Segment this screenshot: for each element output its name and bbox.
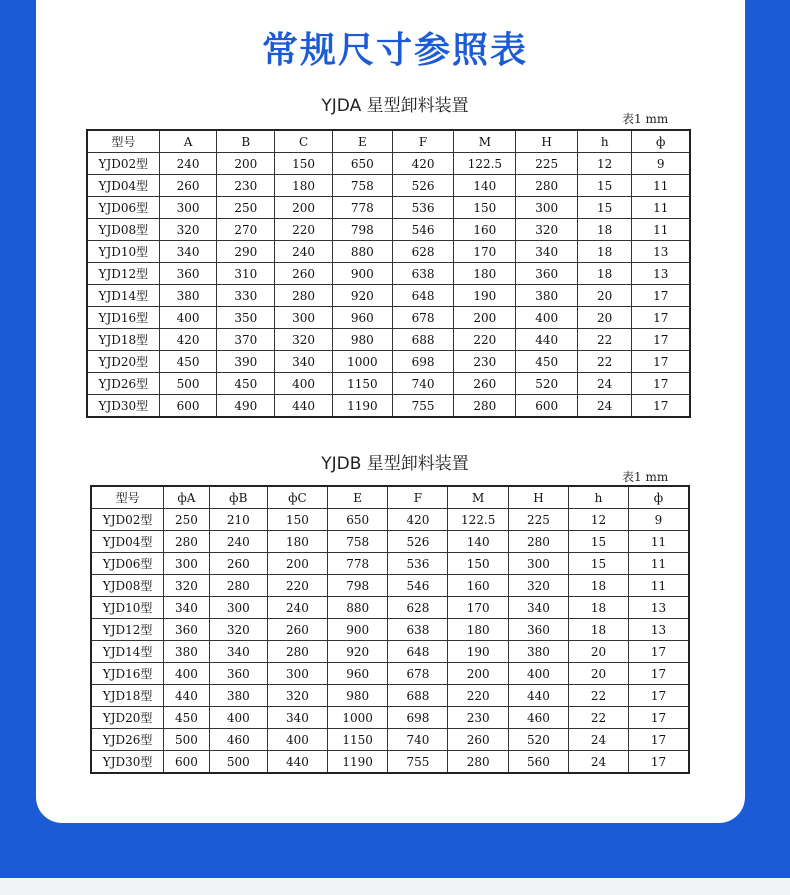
value-cell: 600: [516, 395, 578, 418]
value-cell: 360: [164, 619, 209, 641]
value-cell: 17: [632, 373, 690, 395]
value-cell: 220: [267, 575, 327, 597]
value-cell: 960: [332, 307, 392, 329]
value-cell: 380: [508, 641, 568, 663]
column-header: F: [388, 486, 448, 509]
column-header: h: [569, 486, 629, 509]
value-cell: 270: [217, 219, 275, 241]
table-row: [91, 641, 689, 663]
value-cell: 260: [275, 263, 333, 285]
value-cell: 390: [217, 351, 275, 373]
value-cell: 240: [159, 153, 217, 175]
model-cell: YJD06型: [87, 197, 159, 219]
model-cell: YJD16型: [87, 307, 159, 329]
value-cell: 225: [516, 153, 578, 175]
value-cell: 758: [328, 531, 388, 553]
value-cell: 240: [209, 531, 267, 553]
model-cell: YJD12型: [87, 263, 159, 285]
table-row: [87, 197, 690, 219]
value-cell: 17: [628, 751, 689, 774]
table-row: [87, 395, 690, 418]
value-cell: 740: [392, 373, 454, 395]
value-cell: 320: [516, 219, 578, 241]
value-cell: 360: [516, 263, 578, 285]
value-cell: 17: [628, 707, 689, 729]
value-cell: 300: [516, 197, 578, 219]
value-cell: 380: [209, 685, 267, 707]
value-cell: 190: [448, 641, 508, 663]
column-header: B: [217, 130, 275, 153]
value-cell: 240: [267, 597, 327, 619]
value-cell: 15: [569, 553, 629, 575]
value-cell: 638: [388, 619, 448, 641]
value-cell: 17: [632, 351, 690, 373]
value-cell: 400: [209, 707, 267, 729]
value-cell: 960: [328, 663, 388, 685]
value-cell: 9: [632, 153, 690, 175]
value-cell: 13: [628, 597, 689, 619]
value-cell: 230: [217, 175, 275, 197]
table-row: [87, 175, 690, 197]
value-cell: 310: [217, 263, 275, 285]
value-cell: 15: [569, 531, 629, 553]
model-cell: YJD30型: [87, 395, 159, 418]
model-cell: YJD12型: [91, 619, 164, 641]
value-cell: 260: [454, 373, 516, 395]
value-cell: 24: [577, 395, 632, 418]
value-cell: 350: [217, 307, 275, 329]
value-cell: 24: [569, 729, 629, 751]
value-cell: 280: [164, 531, 209, 553]
value-cell: 920: [328, 641, 388, 663]
value-cell: 17: [628, 641, 689, 663]
value-cell: 140: [448, 531, 508, 553]
value-cell: 698: [388, 707, 448, 729]
value-cell: 24: [577, 373, 632, 395]
value-cell: 300: [275, 307, 333, 329]
value-cell: 460: [508, 707, 568, 729]
table-row: [87, 263, 690, 285]
model-cell: YJD20型: [87, 351, 159, 373]
value-cell: 1150: [328, 729, 388, 751]
value-cell: 648: [392, 285, 454, 307]
table-row: [91, 509, 689, 531]
value-cell: 180: [454, 263, 516, 285]
value-cell: 420: [392, 153, 454, 175]
value-cell: 20: [569, 641, 629, 663]
value-cell: 400: [164, 663, 209, 685]
model-cell: YJD30型: [91, 751, 164, 774]
column-header: h: [577, 130, 632, 153]
value-cell: 18: [577, 263, 632, 285]
column-header: фA: [164, 486, 209, 509]
model-cell: YJD14型: [87, 285, 159, 307]
value-cell: 220: [448, 685, 508, 707]
value-cell: 18: [577, 219, 632, 241]
value-cell: 12: [577, 153, 632, 175]
table-header-row: [91, 486, 689, 509]
value-cell: 250: [217, 197, 275, 219]
value-cell: 22: [569, 707, 629, 729]
value-cell: 450: [159, 351, 217, 373]
table-row: [91, 663, 689, 685]
value-cell: 450: [164, 707, 209, 729]
value-cell: 380: [164, 641, 209, 663]
value-cell: 798: [328, 575, 388, 597]
value-cell: 220: [454, 329, 516, 351]
value-cell: 628: [392, 241, 454, 263]
table-row: [91, 553, 689, 575]
value-cell: 20: [577, 285, 632, 307]
value-cell: 400: [516, 307, 578, 329]
value-cell: 798: [332, 219, 392, 241]
value-cell: 980: [328, 685, 388, 707]
value-cell: 15: [577, 197, 632, 219]
column-header: C: [275, 130, 333, 153]
table-row: [87, 241, 690, 263]
table-body: [87, 153, 690, 418]
table-row: [91, 751, 689, 774]
value-cell: 17: [632, 329, 690, 351]
value-cell: 650: [328, 509, 388, 531]
value-cell: 440: [267, 751, 327, 774]
value-cell: 546: [392, 219, 454, 241]
table-header-row: [87, 130, 690, 153]
value-cell: 180: [267, 531, 327, 553]
value-cell: 400: [508, 663, 568, 685]
value-cell: 500: [159, 373, 217, 395]
value-cell: 11: [628, 553, 689, 575]
value-cell: 698: [392, 351, 454, 373]
value-cell: 160: [448, 575, 508, 597]
value-cell: 340: [159, 241, 217, 263]
value-cell: 420: [159, 329, 217, 351]
value-cell: 200: [217, 153, 275, 175]
value-cell: 900: [328, 619, 388, 641]
value-cell: 122.5: [448, 509, 508, 531]
value-cell: 170: [454, 241, 516, 263]
table-row: [87, 373, 690, 395]
model-cell: YJD06型: [91, 553, 164, 575]
value-cell: 300: [209, 597, 267, 619]
model-cell: YJD02型: [91, 509, 164, 531]
table-row: [87, 219, 690, 241]
value-cell: 500: [209, 751, 267, 774]
value-cell: 17: [632, 395, 690, 418]
value-cell: 440: [275, 395, 333, 418]
value-cell: 18: [569, 619, 629, 641]
value-cell: 280: [275, 285, 333, 307]
value-cell: 678: [392, 307, 454, 329]
value-cell: 360: [508, 619, 568, 641]
value-cell: 755: [388, 751, 448, 774]
value-cell: 688: [392, 329, 454, 351]
value-cell: 340: [275, 351, 333, 373]
value-cell: 11: [632, 175, 690, 197]
value-cell: 688: [388, 685, 448, 707]
value-cell: 320: [159, 219, 217, 241]
value-cell: 1000: [332, 351, 392, 373]
value-cell: 13: [632, 263, 690, 285]
value-cell: 1150: [332, 373, 392, 395]
value-cell: 340: [516, 241, 578, 263]
value-cell: 638: [392, 263, 454, 285]
value-cell: 260: [209, 553, 267, 575]
spec-table-yjda: [86, 129, 691, 418]
value-cell: 260: [159, 175, 217, 197]
value-cell: 320: [164, 575, 209, 597]
value-cell: 400: [267, 729, 327, 751]
value-cell: 600: [159, 395, 217, 418]
table-row: [91, 597, 689, 619]
value-cell: 520: [516, 373, 578, 395]
value-cell: 300: [164, 553, 209, 575]
table-row: [91, 575, 689, 597]
value-cell: 440: [516, 329, 578, 351]
value-cell: 320: [275, 329, 333, 351]
value-cell: 340: [267, 707, 327, 729]
column-header: H: [516, 130, 578, 153]
value-cell: 150: [454, 197, 516, 219]
column-header: 型号: [91, 486, 164, 509]
value-cell: 260: [448, 729, 508, 751]
value-cell: 200: [448, 663, 508, 685]
value-cell: 340: [164, 597, 209, 619]
value-cell: 210: [209, 509, 267, 531]
value-cell: 280: [508, 531, 568, 553]
table-row: [87, 351, 690, 373]
value-cell: 240: [275, 241, 333, 263]
table-row: [87, 329, 690, 351]
model-cell: YJD02型: [87, 153, 159, 175]
value-cell: 320: [267, 685, 327, 707]
value-cell: 490: [217, 395, 275, 418]
column-header: E: [332, 130, 392, 153]
model-cell: YJD18型: [91, 685, 164, 707]
section-b-unit-note: 表1 mm: [622, 470, 669, 484]
value-cell: 526: [392, 175, 454, 197]
value-cell: 12: [569, 509, 629, 531]
value-cell: 520: [508, 729, 568, 751]
section-a-unit-note: 表1 mm: [622, 112, 669, 126]
column-header: E: [328, 486, 388, 509]
section-b-title: YJDB 星型卸料装置: [321, 454, 469, 474]
value-cell: 420: [388, 509, 448, 531]
value-cell: 220: [275, 219, 333, 241]
value-cell: 11: [632, 219, 690, 241]
value-cell: 20: [577, 307, 632, 329]
value-cell: 17: [632, 307, 690, 329]
model-cell: YJD04型: [87, 175, 159, 197]
column-header: A: [159, 130, 217, 153]
value-cell: 400: [275, 373, 333, 395]
model-cell: YJD08型: [87, 219, 159, 241]
value-cell: 380: [516, 285, 578, 307]
table-row: [91, 729, 689, 751]
value-cell: 11: [628, 531, 689, 553]
value-cell: 22: [569, 685, 629, 707]
table-row: [87, 285, 690, 307]
table-body: [91, 509, 689, 774]
column-header: фC: [267, 486, 327, 509]
column-header: ф: [632, 130, 690, 153]
value-cell: 280: [448, 751, 508, 774]
column-header: M: [454, 130, 516, 153]
value-cell: 22: [577, 351, 632, 373]
value-cell: 678: [388, 663, 448, 685]
value-cell: 536: [388, 553, 448, 575]
table-row: [91, 707, 689, 729]
column-header: M: [448, 486, 508, 509]
value-cell: 200: [275, 197, 333, 219]
value-cell: 9: [628, 509, 689, 531]
value-cell: 980: [332, 329, 392, 351]
value-cell: 360: [209, 663, 267, 685]
value-cell: 400: [159, 307, 217, 329]
value-cell: 18: [569, 575, 629, 597]
section-a-title: YJDA 星型卸料装置: [321, 96, 469, 116]
value-cell: 18: [577, 241, 632, 263]
value-cell: 778: [328, 553, 388, 575]
value-cell: 1000: [328, 707, 388, 729]
value-cell: 440: [508, 685, 568, 707]
value-cell: 370: [217, 329, 275, 351]
model-cell: YJD26型: [91, 729, 164, 751]
value-cell: 450: [217, 373, 275, 395]
column-header: ф: [628, 486, 689, 509]
value-cell: 225: [508, 509, 568, 531]
value-cell: 360: [159, 263, 217, 285]
value-cell: 900: [332, 263, 392, 285]
model-cell: YJD10型: [87, 241, 159, 263]
value-cell: 180: [275, 175, 333, 197]
model-cell: YJD14型: [91, 641, 164, 663]
column-header: фB: [209, 486, 267, 509]
column-header: H: [508, 486, 568, 509]
value-cell: 880: [328, 597, 388, 619]
value-cell: 600: [164, 751, 209, 774]
bottom-band: [0, 878, 790, 895]
value-cell: 17: [628, 663, 689, 685]
value-cell: 190: [454, 285, 516, 307]
value-cell: 880: [332, 241, 392, 263]
value-cell: 200: [267, 553, 327, 575]
value-cell: 15: [577, 175, 632, 197]
value-cell: 280: [267, 641, 327, 663]
value-cell: 160: [454, 219, 516, 241]
value-cell: 758: [332, 175, 392, 197]
value-cell: 230: [448, 707, 508, 729]
value-cell: 280: [209, 575, 267, 597]
value-cell: 230: [454, 351, 516, 373]
model-cell: YJD08型: [91, 575, 164, 597]
value-cell: 11: [628, 575, 689, 597]
value-cell: 560: [508, 751, 568, 774]
spec-table-yjdb: [90, 485, 690, 774]
value-cell: 200: [454, 307, 516, 329]
value-cell: 920: [332, 285, 392, 307]
value-cell: 150: [448, 553, 508, 575]
value-cell: 320: [209, 619, 267, 641]
value-cell: 536: [392, 197, 454, 219]
value-cell: 755: [392, 395, 454, 418]
value-cell: 440: [164, 685, 209, 707]
model-cell: YJD20型: [91, 707, 164, 729]
value-cell: 650: [332, 153, 392, 175]
value-cell: 1190: [332, 395, 392, 418]
value-cell: 18: [569, 597, 629, 619]
value-cell: 122.5: [454, 153, 516, 175]
model-cell: YJD16型: [91, 663, 164, 685]
value-cell: 300: [267, 663, 327, 685]
value-cell: 740: [388, 729, 448, 751]
value-cell: 260: [267, 619, 327, 641]
value-cell: 300: [508, 553, 568, 575]
value-cell: 150: [267, 509, 327, 531]
value-cell: 628: [388, 597, 448, 619]
value-cell: 648: [388, 641, 448, 663]
value-cell: 150: [275, 153, 333, 175]
table-row: [87, 153, 690, 175]
page-title: 常规尺寸参照表: [261, 30, 528, 71]
value-cell: 17: [628, 729, 689, 751]
column-header: F: [392, 130, 454, 153]
column-header: 型号: [87, 130, 159, 153]
table-row: [87, 307, 690, 329]
value-cell: 170: [448, 597, 508, 619]
value-cell: 460: [209, 729, 267, 751]
value-cell: 20: [569, 663, 629, 685]
value-cell: 13: [632, 241, 690, 263]
value-cell: 526: [388, 531, 448, 553]
model-cell: YJD04型: [91, 531, 164, 553]
model-cell: YJD10型: [91, 597, 164, 619]
model-cell: YJD18型: [87, 329, 159, 351]
value-cell: 280: [516, 175, 578, 197]
table-row: [91, 619, 689, 641]
value-cell: 180: [448, 619, 508, 641]
value-cell: 17: [632, 285, 690, 307]
value-cell: 280: [454, 395, 516, 418]
value-cell: 140: [454, 175, 516, 197]
value-cell: 300: [159, 197, 217, 219]
value-cell: 380: [159, 285, 217, 307]
table-row: [91, 685, 689, 707]
value-cell: 340: [209, 641, 267, 663]
value-cell: 17: [628, 685, 689, 707]
table-row: [91, 531, 689, 553]
value-cell: 1190: [328, 751, 388, 774]
value-cell: 13: [628, 619, 689, 641]
value-cell: 290: [217, 241, 275, 263]
value-cell: 330: [217, 285, 275, 307]
value-cell: 450: [516, 351, 578, 373]
value-cell: 340: [508, 597, 568, 619]
value-cell: 22: [577, 329, 632, 351]
value-cell: 546: [388, 575, 448, 597]
value-cell: 320: [508, 575, 568, 597]
value-cell: 500: [164, 729, 209, 751]
model-cell: YJD26型: [87, 373, 159, 395]
value-cell: 778: [332, 197, 392, 219]
value-cell: 11: [632, 197, 690, 219]
value-cell: 250: [164, 509, 209, 531]
value-cell: 24: [569, 751, 629, 774]
